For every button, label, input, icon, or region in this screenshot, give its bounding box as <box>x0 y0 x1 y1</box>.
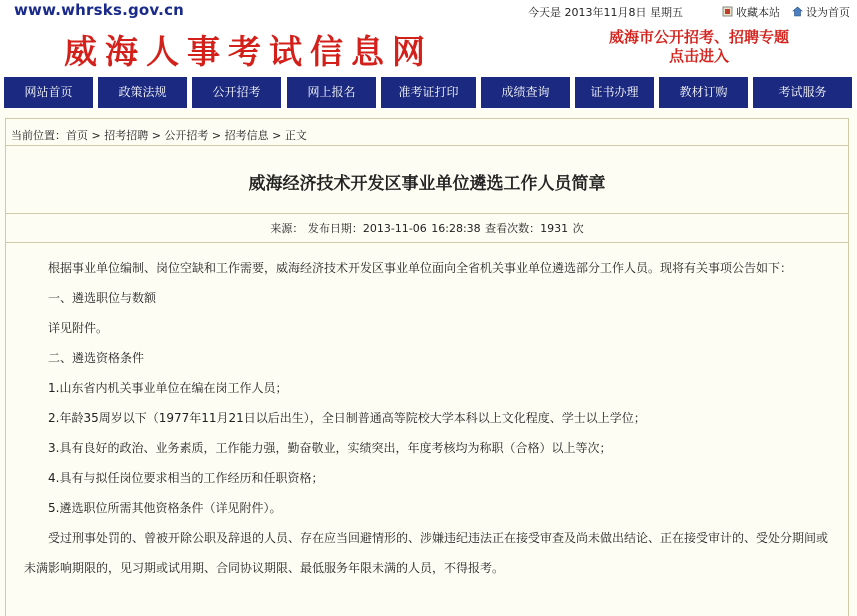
nav-item-score-query[interactable]: 成绩查询 <box>481 77 570 108</box>
article-paragraph: 二、遴选资格条件 <box>48 351 145 365</box>
breadcrumb[interactable]: 当前位置：首页 > 招考招聘 > 公开招考 > 招考信息 > 正文 <box>11 129 307 142</box>
article-title: 威海经济技术开发区事业单位遴选工作人员简章 <box>248 174 606 194</box>
article-paragraph: 根据事业单位编制、岗位空缺和工作需要，威海经济技术开发区事业单位面向全省机关事业单位遴选部分工作人员。现将有关事项公告如下： <box>48 261 793 275</box>
article-paragraph: 3.具有良好的政治、业务素质，工作能力强，勤奋敬业，实绩突出，年度考核均为称职（合格）以上等次； <box>48 441 612 455</box>
article-paragraph: 2.年龄35周岁以下（1977年11月21日以后出生），全日制普通高等院校大学本科以上文化程度、学士以上学位； <box>48 411 646 425</box>
current-date: 今天是 2013年11月8日 星期五 <box>528 6 683 19</box>
top-bar <box>0 0 857 22</box>
article-paragraph: 5.遴选职位所需其他资格条件（详见附件）。 <box>48 501 282 515</box>
nav-item-online-registration[interactable]: 网上报名 <box>287 77 376 108</box>
divider <box>6 242 848 243</box>
article-panel <box>5 118 849 616</box>
recruitment-promo-link[interactable] <box>586 28 812 66</box>
site-banner <box>0 22 857 74</box>
promo-line2: 点击进入 <box>668 47 729 65</box>
nav-item-admission-ticket[interactable]: 准考证打印 <box>381 77 476 108</box>
site-domain: www.whrsks.gov.cn <box>14 1 185 19</box>
promo-line1: 威海市公开招考、招聘专题 <box>608 28 789 46</box>
article-paragraph: 1.山东省内机关事业单位在编在岗工作人员； <box>48 381 288 395</box>
bookmark-link[interactable] <box>722 4 780 20</box>
divider <box>6 213 848 214</box>
article-paragraph: 4.具有与拟任岗位要求相当的工作经历和任职资格； <box>48 471 324 485</box>
article-meta: 来源： 发布日期：2013-11-06 16:28:38 查看次数：1931 次 <box>270 222 584 235</box>
article-paragraph: 受过刑事处罚的、曾被开除公职及辞退的人员、存在应当回避情形的、涉嫌违纪违法正在接受审查及尚未做出结论、正在接受审计的、受处分期间或未满影响期限的，见习期或试用期、合同协议期限、最低服务年限未满的人员，不得报考。 <box>24 531 829 575</box>
nav-item-public-exam[interactable]: 公开招考 <box>192 77 281 108</box>
nav-item-policy[interactable]: 政策法规 <box>98 77 187 108</box>
nav-item-home[interactable]: 网站首页 <box>4 77 93 108</box>
divider <box>6 145 848 146</box>
nav-item-exam-service[interactable]: 考试服务 <box>753 77 852 108</box>
homepage-link[interactable] <box>792 4 850 20</box>
nav-item-textbook-order[interactable]: 教材订购 <box>659 77 748 108</box>
article-paragraph: 详见附件。 <box>48 321 109 335</box>
article-body <box>24 253 834 583</box>
nav-item-certificate[interactable]: 证书办理 <box>575 77 654 108</box>
article-paragraph: 一、遴选职位与数额 <box>48 291 157 305</box>
site-title: 威海人事考试信息网 <box>64 32 433 71</box>
bookmark-label: 收藏本站 <box>736 6 780 19</box>
home-icon <box>792 6 803 17</box>
bookmark-icon <box>722 6 733 17</box>
main-nav <box>0 75 857 109</box>
homepage-label: 设为首页 <box>806 6 850 19</box>
